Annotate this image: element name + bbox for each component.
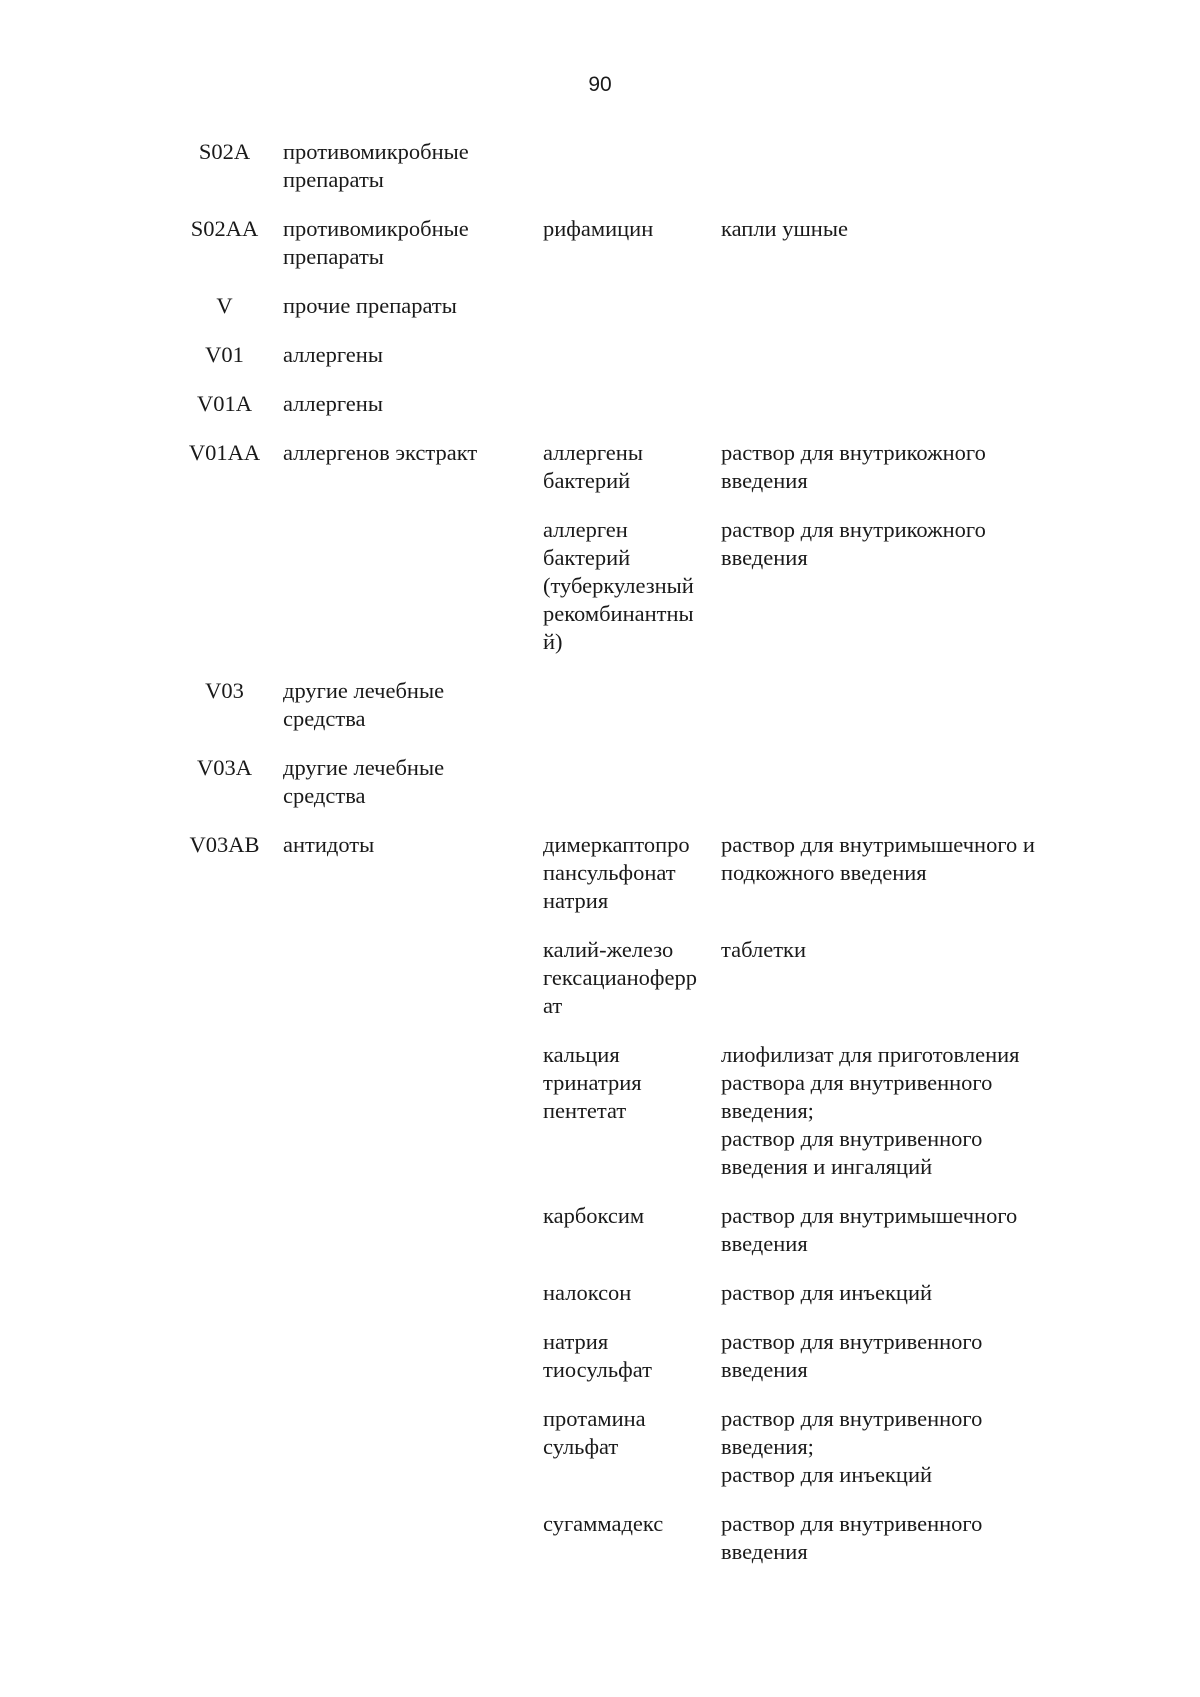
dosage-form: раствор для внутримышечного введения <box>721 1203 1018 1256</box>
medicinal-substance: налоксон <box>543 1280 632 1305</box>
medicinal-substance: аллерген бактерий (туберкулезный рекомбинантны й) <box>543 517 694 654</box>
dosage-form: раствор для внутрикожного введения <box>721 440 986 493</box>
dosage-form: капли ушные <box>721 216 848 241</box>
dosage-form: лиофилизат для приготовления раствора для внутривенного введения; раствор для внутривенного введения и ингаляций <box>721 1042 1020 1179</box>
atc-code: V03AB <box>189 832 260 857</box>
medicinal-substance: натрия тиосульфат <box>543 1329 652 1382</box>
anatomical-therapeutic-group: антидоты <box>283 832 375 857</box>
medicinal-substance: карбоксим <box>543 1203 645 1228</box>
dosage-form: раствор для внутривенного введения; раствор для инъекций <box>721 1406 983 1487</box>
medicinal-substance: аллергены бактерий <box>543 440 643 493</box>
atc-code: V01A <box>197 391 252 416</box>
table-row <box>0 1328 1200 1384</box>
anatomical-therapeutic-group: аллергены <box>283 342 383 367</box>
table-row <box>0 1405 1200 1489</box>
atc-code: S02A <box>198 139 251 164</box>
table-row <box>0 1041 1200 1181</box>
table-row <box>0 936 1200 1020</box>
table-row <box>0 292 1200 320</box>
anatomical-therapeutic-group: прочие препараты <box>283 293 457 318</box>
atc-code: V01AA <box>188 440 261 465</box>
dosage-form: раствор для инъекций <box>721 1280 933 1305</box>
anatomical-therapeutic-group: противомикробные препараты <box>283 139 469 192</box>
table-row <box>0 516 1200 656</box>
medicinal-substance: кальция тринатрия пентетат <box>543 1042 642 1123</box>
table-row <box>0 138 1200 194</box>
atc-code: V <box>216 293 233 318</box>
dosage-form: раствор для внутривенного введения <box>721 1511 983 1564</box>
table-row <box>0 439 1200 495</box>
dosage-form: таблетки <box>721 937 807 962</box>
dosage-form: раствор для внутримышечного и подкожного введения <box>721 832 1035 885</box>
table-row <box>0 215 1200 271</box>
atc-code: S02AA <box>190 216 259 241</box>
table-row <box>0 1279 1200 1307</box>
table-row <box>0 677 1200 733</box>
anatomical-therapeutic-group: аллергенов экстракт <box>283 440 478 465</box>
table-row <box>0 1510 1200 1566</box>
atc-code: V03 <box>205 678 244 703</box>
dosage-form: раствор для внутривенного введения <box>721 1329 983 1382</box>
atc-code: V01 <box>205 342 244 367</box>
medicinal-substance: сугаммадекс <box>543 1511 664 1536</box>
table-row <box>0 754 1200 810</box>
drug-classification-table <box>0 138 1200 1566</box>
medicinal-substance: протамина сульфат <box>543 1406 646 1459</box>
atc-code: V03A <box>197 755 252 780</box>
anatomical-therapeutic-group: противомикробные препараты <box>283 216 469 269</box>
dosage-form: раствор для внутрикожного введения <box>721 517 986 570</box>
table-row <box>0 390 1200 418</box>
anatomical-therapeutic-group: аллергены <box>283 391 383 416</box>
table-row <box>0 341 1200 369</box>
table-row <box>0 1202 1200 1258</box>
anatomical-therapeutic-group: другие лечебные средства <box>283 678 445 731</box>
medicinal-substance: димеркаптопро пансульфонат натрия <box>543 832 690 913</box>
page-number: 90 <box>588 73 612 96</box>
medicinal-substance: рифамицин <box>543 216 654 241</box>
table-row <box>0 831 1200 915</box>
anatomical-therapeutic-group: другие лечебные средства <box>283 755 445 808</box>
medicinal-substance: калий-железо гексацианоферр ат <box>543 937 697 1018</box>
